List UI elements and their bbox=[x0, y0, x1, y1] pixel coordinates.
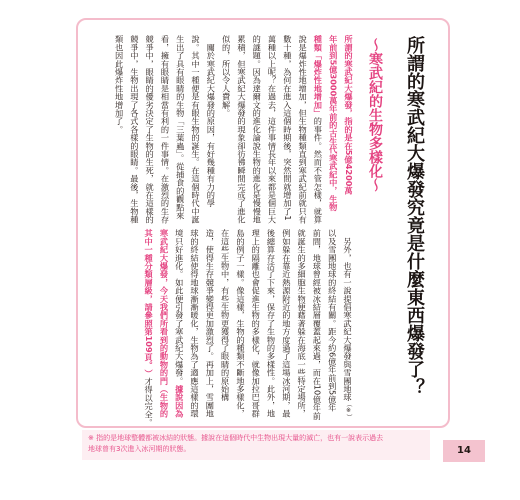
lower-text-column bbox=[263, 229, 278, 427]
footnote-line: ※ 指的是地球整體都被冰結的狀態。據說在這個時代中生物出現大量的滅亡，也有一說表示過去 bbox=[88, 434, 384, 442]
body-text: 的謎題。因為達爾文的進化論說生物的進化是慢慢地 bbox=[252, 35, 263, 224]
footnote-line: 地球曾有3次進入冰河期的狀態。 bbox=[88, 445, 191, 453]
body-text: 累積，但寒武紀大爆發的現象卻彷彿瞬間完成了進化 bbox=[236, 35, 247, 224]
body-text: 說。其中一種便是有眼生物的誕生。在這個時代中誕 bbox=[191, 35, 202, 224]
body-text: 前間，地球曾經被冰結層覆蓋起來過，而在10億年前 bbox=[312, 229, 323, 420]
page-title: 所謂的寒武紀大爆發究竟是什麼東西爆發了？ bbox=[404, 36, 425, 396]
highlighted-text: 其中一種分類層級，請參照第109頁。） bbox=[144, 229, 155, 378]
highlighted-text: 據說因為 bbox=[174, 384, 185, 418]
body-text: 生出了具有眼睛的生物「三葉蟲」。從捕食的觀點來 bbox=[175, 35, 186, 220]
lower-text-column bbox=[248, 229, 263, 427]
upper-text-column bbox=[203, 35, 218, 224]
upper-text-column bbox=[310, 35, 325, 224]
body-text: 似的，所以令人費解。 bbox=[221, 35, 232, 117]
lower-text-column bbox=[171, 229, 186, 427]
body-text: 境只好進化。如此便引發了寒武紀大爆發。 bbox=[174, 229, 185, 385]
lower-text-column bbox=[187, 229, 202, 427]
upper-text-column bbox=[341, 35, 356, 224]
upper-text-column bbox=[157, 35, 172, 224]
lower-text-column bbox=[202, 229, 217, 427]
body-text: 競爭中，生物出現了各式各樣的眼睛。最後，生物種 bbox=[129, 35, 140, 224]
body-text: 理上的隔離也會促進生物的多樣化，就像加拉巴哥群 bbox=[251, 229, 262, 418]
upper-text-column bbox=[188, 35, 203, 224]
body-text: 的事件。然而不管怎樣，就算 bbox=[313, 117, 324, 224]
upper-text-column bbox=[249, 35, 264, 224]
body-text: 就誕生的多細胞生物便藉著躲在海底一些特定場所， bbox=[297, 229, 308, 418]
lower-text-column bbox=[233, 229, 248, 427]
upper-text-column bbox=[234, 35, 249, 224]
upper-text-column bbox=[127, 35, 142, 224]
upper-text-column bbox=[111, 35, 126, 224]
body-text: 萬種以上呢？在過去，這件事情長年以來都是個巨大 bbox=[267, 35, 278, 224]
body-text: 才得以完全。 bbox=[144, 377, 155, 427]
lower-text-column bbox=[294, 229, 309, 427]
highlighted-text: 種類「爆炸性地增加」 bbox=[313, 35, 324, 117]
highlighted-text: 年前到5億3000萬年前的古生代寒武紀中，生物 bbox=[328, 35, 339, 212]
upper-text-column bbox=[264, 35, 279, 224]
lower-text-column bbox=[309, 229, 324, 427]
body-text: 類也因此爆炸性地增加了。 bbox=[114, 35, 125, 134]
body-text: 說是爆炸性地增加，但生物種類直到寒武紀前就只有 bbox=[298, 35, 309, 224]
highlighted-text: 寒武紀大爆發，今天我們所看到的動物的門（生物的 bbox=[159, 229, 170, 418]
upper-text-column bbox=[218, 35, 233, 224]
page-number: 14 bbox=[443, 440, 485, 462]
body-text: 例如躲在靠近熱源附近的地方度過了這場冰河期，最 bbox=[281, 229, 292, 418]
highlighted-text: 所謂的寒武紀大爆發，指的是在5億4200萬 bbox=[344, 35, 354, 195]
footnote-marker: （※） bbox=[345, 401, 352, 421]
lower-text-column bbox=[141, 229, 156, 427]
lower-text-block bbox=[141, 229, 356, 427]
upper-text-block bbox=[111, 35, 356, 224]
upper-text-column bbox=[172, 35, 187, 224]
body-text: 以及雪團地球的終結有關。距今約6億年前到5億年 bbox=[327, 229, 338, 412]
lower-text-column bbox=[279, 229, 294, 427]
body-text: 看，擁有眼睛是相當有利的一件事情。在激烈的生存 bbox=[160, 35, 171, 224]
body-text: 關於寒武紀大爆發的原因，有好幾種有力的學 bbox=[206, 35, 217, 208]
body-text: 島的例子一樣。像這樣，生物的種類不斷地多樣化， bbox=[235, 229, 246, 418]
page-subtitle: 〜寒武紀的生物多樣化〜 bbox=[367, 38, 383, 192]
body-text: 後總算存活了下來，保存了生物的多樣性。此外，地 bbox=[266, 229, 277, 418]
upper-text-column bbox=[142, 35, 157, 224]
body-text: 競爭中，眼睛的優劣決定了生物的生死，就在這樣的 bbox=[145, 35, 156, 224]
footnote bbox=[82, 430, 430, 460]
body-text: 另外，也有一說提倡寒武紀大爆發與雪團地球 bbox=[343, 229, 353, 402]
upper-text-column bbox=[280, 35, 295, 224]
body-text: 造，使得生存競爭變得更加激烈了。再加上，雪團地 bbox=[205, 229, 216, 418]
lower-text-column bbox=[156, 229, 171, 427]
upper-text-column bbox=[295, 35, 310, 224]
body-text: 球的終結使得地球漸漸暖化，生物為了適應這樣的環 bbox=[190, 229, 201, 418]
lower-text-column bbox=[217, 229, 232, 427]
body-text: 數十種，為何在進入這個時期後，突然間就增加了1 bbox=[282, 35, 293, 221]
lower-text-column bbox=[340, 229, 356, 427]
upper-text-column bbox=[325, 35, 340, 224]
body-text: 在這些生物中，有些生物更獲得了眼睛的原始構 bbox=[220, 229, 231, 402]
lower-text-column bbox=[324, 229, 339, 427]
